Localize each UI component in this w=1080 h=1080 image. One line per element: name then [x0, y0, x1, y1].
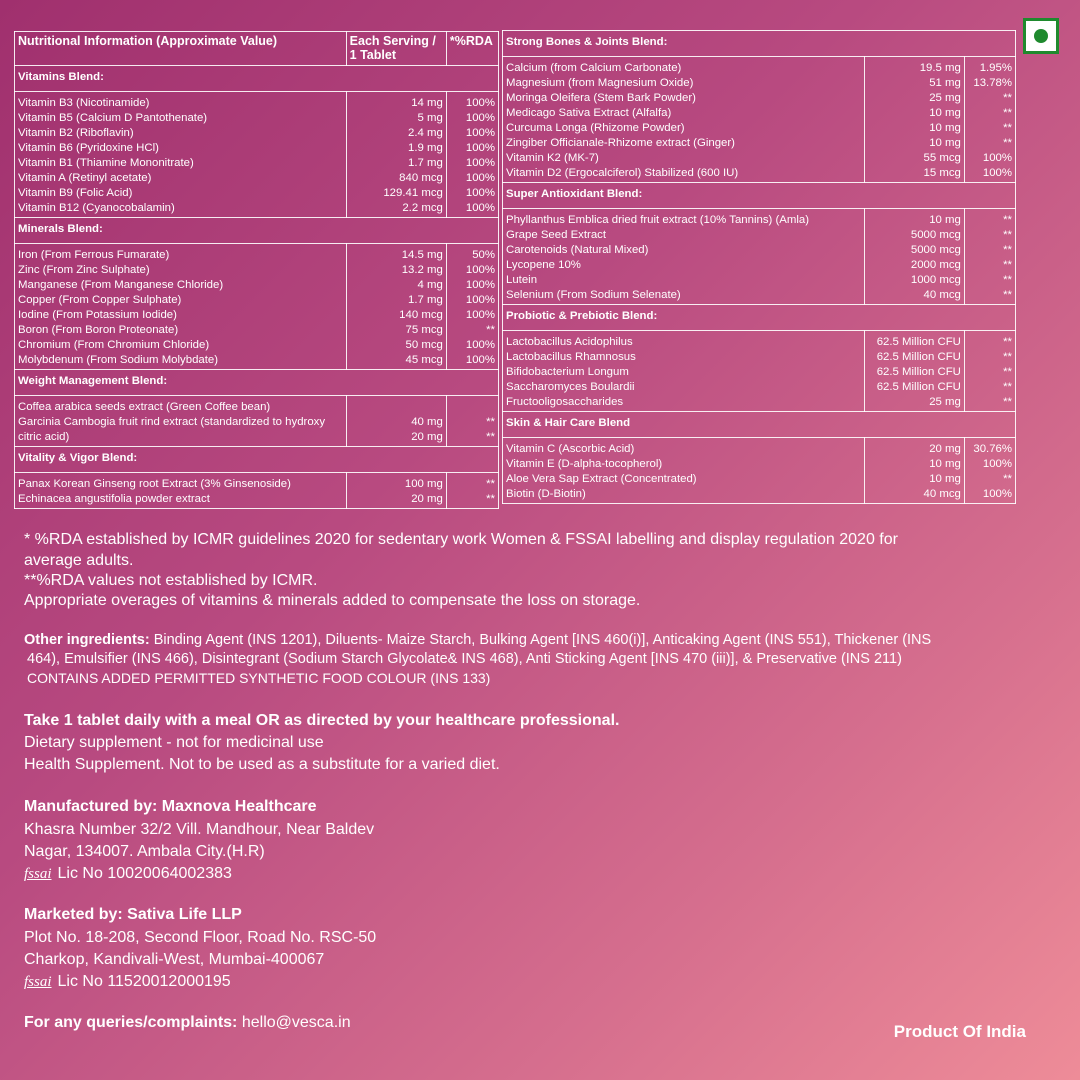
ingredient-name: Saccharomyces Boulardii [506, 381, 635, 393]
ingredient-name: Calcium (from Calcium Carbonate) [506, 62, 682, 74]
nutrition-table-right [502, 30, 1016, 504]
ingredient-amount: 1000 mcg [910, 274, 961, 286]
marketer-address-1: Plot No. 18-208, Second Floor, Road No. RSC-50 [24, 929, 377, 946]
ingredient-names-cell [503, 57, 865, 183]
section-title: Super Antioxidant Blend: [503, 183, 1016, 209]
product-origin: Product Of India [893, 1022, 1026, 1041]
ingredient-name: Vitamin B12 (Cyanocobalamin) [18, 202, 175, 214]
ingredient-name: Lutein [506, 274, 538, 286]
manufacturer-license-number: Lic No 10020064002383 [57, 865, 232, 882]
ingredient-name: Lactobacillus Acidophilus [506, 336, 633, 348]
ingredient-amount: 62.5 Million CFU [876, 336, 961, 348]
fssai-logo-icon: fssai [24, 974, 52, 990]
ingredient-name: Iron (From Ferrous Fumarate) [18, 249, 170, 261]
ingredient-amount: 25 mg [929, 396, 961, 408]
ingredient-name: Phyllanthus Emblica dried fruit extract (10% Tannins) (Amla) [506, 214, 810, 226]
ingredient-name: Coffea arabica seeds extract (Green Coffee bean) [18, 401, 271, 413]
ingredient-amount: 40 mcg [923, 488, 961, 500]
contact-line [24, 1013, 351, 1033]
section-header-row [503, 412, 1016, 438]
ingredient-amount: 75 mcg [405, 324, 443, 336]
ingredient-name: Panax Korean Ginseng root Extract (3% Ginsenoside) [18, 478, 291, 490]
ingredient-rda: ** [486, 416, 495, 428]
ingredient-rda: 100% [465, 172, 495, 184]
ingredient-name: Lycopene 10% [506, 259, 581, 271]
ingredient-rda: 100% [465, 112, 495, 124]
section-title: Vitality & Vigor Blend: [15, 447, 499, 473]
section-title: Probiotic & Prebiotic Blend: [503, 305, 1016, 331]
ingredient-rda: 100% [465, 354, 495, 366]
ingredient-name: Medicago Sativa Extract (Alfalfa) [506, 107, 672, 119]
ingredient-rda-cell [446, 396, 498, 447]
ingredient-rda: 30.76% [973, 443, 1012, 455]
ingredient-amount: 51 mg [929, 77, 961, 89]
ingredient-rda-cell [964, 438, 1015, 504]
ingredient-name: Vitamin B1 (Thiamine Mononitrate) [18, 157, 194, 169]
section-header-row [503, 183, 1016, 209]
ingredient-amount: 20 mg [411, 493, 443, 505]
ingredient-amount: 13.2 mg [401, 264, 443, 276]
ingredient-amount: 1.7 mg [408, 294, 443, 306]
ingredient-name: Vitamin A (Retinyl acetate) [18, 172, 152, 184]
ingredient-amount: 25 mg [929, 92, 961, 104]
section-content-row [15, 92, 499, 218]
ingredient-rda: 100% [465, 97, 495, 109]
ingredient-amounts-cell [864, 57, 964, 183]
ingredient-name: Biotin (D-Biotin) [506, 488, 586, 500]
ingredient-amount: 40 mg [411, 416, 443, 428]
ingredient-amount: 129.41 mcg [383, 187, 443, 199]
section-content-row [15, 396, 499, 447]
ingredient-rda: 100% [465, 202, 495, 214]
ingredient-rda: 100% [465, 142, 495, 154]
section-content-row [503, 57, 1016, 183]
ingredient-amount: 62.5 Million CFU [876, 351, 961, 363]
ingredient-name: Chromium (From Chromium Chloride) [18, 339, 210, 351]
ingredient-name: Copper (From Copper Sulphate) [18, 294, 182, 306]
ingredient-rda: 100% [465, 187, 495, 199]
veg-mark-icon [1023, 18, 1059, 54]
ingredient-amount: 10 mg [929, 137, 961, 149]
ingredient-rda: 13.78% [973, 77, 1012, 89]
rda-note-2: average adults. [24, 552, 134, 569]
section-header-row [15, 66, 499, 92]
ingredient-amount: 4 mg [417, 279, 443, 291]
section-content-row [503, 438, 1016, 504]
ingredient-name: Vitamin B5 (Calcium D Pantothenate) [18, 112, 208, 124]
ingredient-amount: 15 mcg [923, 167, 961, 179]
rda-note-1: * %RDA established by ICMR guidelines 2020 for sedentary work Women & FSSAI labelling and display regulation 2020 for [24, 531, 898, 548]
other-ingredients-line-2: 464), Emulsifier (INS 466), Disintegrant (Sodium Starch Glycolate& INS 468), Anti Sticking Agent [INS 470 (iii)], & Preservative (INS 211) [27, 651, 902, 667]
ingredient-name: Curcuma Longa (Rhizome Powder) [506, 122, 685, 134]
section-header-row [15, 447, 499, 473]
ingredient-rda: ** [486, 493, 495, 505]
section-title: Strong Bones & Joints Blend: [503, 31, 1016, 57]
ingredient-rda: ** [486, 478, 495, 490]
ingredient-rda: 100% [465, 294, 495, 306]
ingredient-amount: 2000 mcg [910, 259, 961, 271]
ingredient-rda: ** [1003, 92, 1012, 104]
ingredient-amount: 840 mcg [399, 172, 443, 184]
ingredient-rda: ** [1003, 289, 1012, 301]
ingredient-amount: 5000 mcg [910, 244, 961, 256]
ingredient-amount: 55 mcg [923, 152, 961, 164]
ingredient-amount: 10 mg [929, 473, 961, 485]
ingredient-name: Iodine (From Potassium Iodide) [18, 309, 177, 321]
header-each-serving: Each Serving / 1 Tablet [346, 32, 446, 66]
ingredient-amount: 14.5 mg [401, 249, 443, 261]
ingredient-rda: ** [1003, 244, 1012, 256]
manufacturer-heading: Manufactured by: Maxnova Healthcare [24, 798, 317, 815]
ingredient-rda: ** [486, 324, 495, 336]
ingredient-amount: 14 mg [411, 97, 443, 109]
ingredient-rda: ** [1003, 259, 1012, 271]
ingredient-names-cell [503, 438, 865, 504]
other-ingredients-line-1 [24, 631, 931, 650]
ingredient-rda: 100% [982, 152, 1012, 164]
ingredient-rda: ** [1003, 351, 1012, 363]
fssai-logo-icon: fssai [24, 866, 52, 882]
ingredient-name: Vitamin C (Ascorbic Acid) [506, 443, 635, 455]
ingredient-name: Carotenoids (Natural Mixed) [506, 244, 649, 256]
ingredient-amount: 10 mg [929, 122, 961, 134]
section-header-row [15, 218, 499, 244]
ingredient-names-cell [15, 473, 347, 509]
ingredient-rda-cell [964, 331, 1015, 412]
ingredient-names-cell [15, 244, 347, 370]
ingredient-name: Vitamin B2 (Riboflavin) [18, 127, 134, 139]
overage-note: Appropriate overages of vitamins & minerals added to compensate the loss on storage. [24, 592, 641, 609]
section-title: Vitamins Blend: [15, 66, 499, 92]
ingredient-name: Vitamin B3 (Nicotinamide) [18, 97, 150, 109]
ingredient-amount: 45 mcg [405, 354, 443, 366]
ingredient-amount: 5 mg [417, 112, 443, 124]
ingredient-name: Moringa Oleifera (Stem Bark Powder) [506, 92, 696, 104]
ingredient-rda: ** [1003, 274, 1012, 286]
ingredient-amounts-cell [346, 473, 446, 509]
ingredient-amount: 40 mcg [923, 289, 961, 301]
header-nutrition-info: Nutritional Information (Approximate Value) [15, 32, 347, 66]
manufacturer-license [24, 864, 232, 884]
ingredient-name: Zingiber Officianale-Rhizome extract (Ginger) [506, 137, 735, 149]
veg-mark-dot [1034, 29, 1048, 43]
section-header-row [503, 31, 1016, 57]
ingredient-amount: 2.4 mg [408, 127, 443, 139]
ingredient-rda: 50% [472, 249, 495, 261]
ingredient-rda-cell [964, 209, 1015, 305]
ingredient-name: Vitamin E (D-alpha-tocopherol) [506, 458, 663, 470]
ingredient-rda: 100% [982, 488, 1012, 500]
ingredient-rda: 100% [982, 167, 1012, 179]
header-rda: *%RDA [446, 32, 498, 66]
section-content-row [503, 331, 1016, 412]
ingredient-name: Boron (From Boron Proteonate) [18, 324, 179, 336]
section-title: Minerals Blend: [15, 218, 499, 244]
section-content-row [503, 209, 1016, 305]
ingredient-amount: 20 mg [929, 443, 961, 455]
ingredient-rda: 100% [465, 127, 495, 139]
ingredient-rda: 100% [465, 157, 495, 169]
ingredient-name: Vitamin D2 (Ergocalciferol) Stabilized (600 IU) [506, 167, 739, 179]
section-content-row [15, 473, 499, 509]
marketer-license-number: Lic No 11520012000195 [57, 973, 231, 990]
ingredient-name: Lactobacillus Rhamnosus [506, 351, 636, 363]
synthetic-colour-note: CONTAINS ADDED PERMITTED SYNTHETIC FOOD COLOUR (INS 133) [27, 670, 491, 686]
ingredient-amount: 10 mg [929, 458, 961, 470]
ingredient-rda: 100% [465, 264, 495, 276]
ingredient-rda-cell [964, 57, 1015, 183]
ingredient-rda: 1.95% [979, 62, 1012, 74]
ingredient-rda: ** [1003, 229, 1012, 241]
ingredient-amount: 1.9 mg [408, 142, 443, 154]
ingredient-rda-cell [446, 92, 498, 218]
contact-email-link[interactable]: hello@vesca.in [241, 1014, 351, 1031]
section-title: Skin & Hair Care Blend [503, 412, 1016, 438]
ingredient-name: Vitamin K2 (MK-7) [506, 152, 599, 164]
other-ingredients-label: Other ingredients: [24, 632, 150, 648]
ingredient-amount: 62.5 Million CFU [876, 366, 961, 378]
ingredient-rda: ** [486, 431, 495, 443]
contact-label: For any queries/complaints: [24, 1014, 238, 1031]
ingredient-amount: 2.2 mcg [402, 202, 443, 214]
ingredient-name: Zinc (From Zinc Sulphate) [18, 264, 150, 276]
ingredient-rda-cell [446, 244, 498, 370]
marketer-license [24, 972, 231, 992]
ingredient-rda: 100% [465, 279, 495, 291]
ingredient-name: Magnesium (from Magnesium Oxide) [506, 77, 694, 89]
section-title: Weight Management Blend: [15, 370, 499, 396]
ingredient-name: Echinacea angustifolia powder extract [18, 493, 210, 505]
table-header-row [15, 32, 499, 66]
ingredient-name: Fructooligosaccharides [506, 396, 624, 408]
other-ingredients-text-1: Binding Agent (INS 1201), Diluents- Maize Starch, Bulking Agent [INS 460(i)], Anticaking Agent (INS 551), Thickener (INS [149, 632, 932, 648]
ingredient-rda: ** [1003, 122, 1012, 134]
ingredient-rda: ** [1003, 107, 1012, 119]
ingredient-rda: ** [1003, 336, 1012, 348]
ingredient-name: Bifidobacterium Longum [506, 366, 629, 378]
rda-note-3: **%RDA values not established by ICMR. [24, 572, 318, 589]
manufacturer-address-1: Khasra Number 32/2 Vill. Mandhour, Near Baldev [24, 821, 375, 838]
ingredient-name: Aloe Vera Sap Extract (Concentrated) [506, 473, 697, 485]
ingredient-amount: 100 mg [404, 478, 443, 490]
ingredient-rda: 100% [465, 339, 495, 351]
ingredient-rda: ** [1003, 137, 1012, 149]
ingredient-name: Selenium (From Sodium Selenate) [506, 289, 681, 301]
ingredient-amount: 10 mg [929, 214, 961, 226]
health-supplement-note: Health Supplement. Not to be used as a substitute for a varied diet. [24, 756, 500, 773]
ingredient-name: Garcinia Cambogia fruit rind extract (standardized to hydroxy citric acid) [18, 416, 326, 443]
ingredient-names-cell [15, 92, 347, 218]
ingredient-amounts-cell [864, 331, 964, 412]
ingredient-amounts-cell [346, 244, 446, 370]
ingredient-amounts-cell [346, 92, 446, 218]
section-content-row [15, 244, 499, 370]
ingredient-rda: ** [1003, 396, 1012, 408]
ingredient-rda: 100% [982, 458, 1012, 470]
ingredient-name: Vitamin B6 (Pyridoxine HCl) [18, 142, 159, 154]
marketer-heading: Marketed by: Sativa Life LLP [24, 906, 242, 923]
ingredient-amount: 20 mg [411, 431, 443, 443]
ingredient-rda: ** [1003, 214, 1012, 226]
section-header-row [503, 305, 1016, 331]
manufacturer-address-2: Nagar, 134007. Ambala City.(H.R) [24, 843, 265, 860]
ingredient-rda: ** [1003, 366, 1012, 378]
ingredient-name: Manganese (From Manganese Chloride) [18, 279, 224, 291]
ingredient-names-cell [503, 209, 865, 305]
ingredient-amounts-cell [346, 396, 446, 447]
ingredient-name: Molybdenum (From Sodium Molybdate) [18, 354, 219, 366]
ingredient-amount: 5000 mcg [910, 229, 961, 241]
ingredient-amount: 10 mg [929, 107, 961, 119]
ingredient-names-cell [503, 331, 865, 412]
ingredient-rda: ** [1003, 473, 1012, 485]
marketer-address-2: Charkop, Kandivali-West, Mumbai-400067 [24, 951, 325, 968]
dietary-supplement-note: Dietary supplement - not for medicinal use [24, 734, 324, 751]
ingredient-amount: 62.5 Million CFU [876, 381, 961, 393]
ingredient-amount: 50 mcg [405, 339, 443, 351]
nutrition-table-left [14, 31, 499, 509]
ingredient-amount: 140 mcg [399, 309, 443, 321]
section-header-row [15, 370, 499, 396]
ingredient-name: Grape Seed Extract [506, 229, 607, 241]
ingredient-names-cell [15, 396, 347, 447]
ingredient-amounts-cell [864, 438, 964, 504]
ingredient-amount: 1.7 mg [408, 157, 443, 169]
ingredient-rda: ** [1003, 381, 1012, 393]
ingredient-rda-cell [446, 473, 498, 509]
ingredient-name: Vitamin B9 (Folic Acid) [18, 187, 133, 199]
ingredient-amount: 19.5 mg [919, 62, 961, 74]
ingredient-amounts-cell [864, 209, 964, 305]
ingredient-rda: 100% [465, 309, 495, 321]
usage-directions: Take 1 tablet daily with a meal OR as directed by your healthcare professional. [24, 712, 620, 729]
